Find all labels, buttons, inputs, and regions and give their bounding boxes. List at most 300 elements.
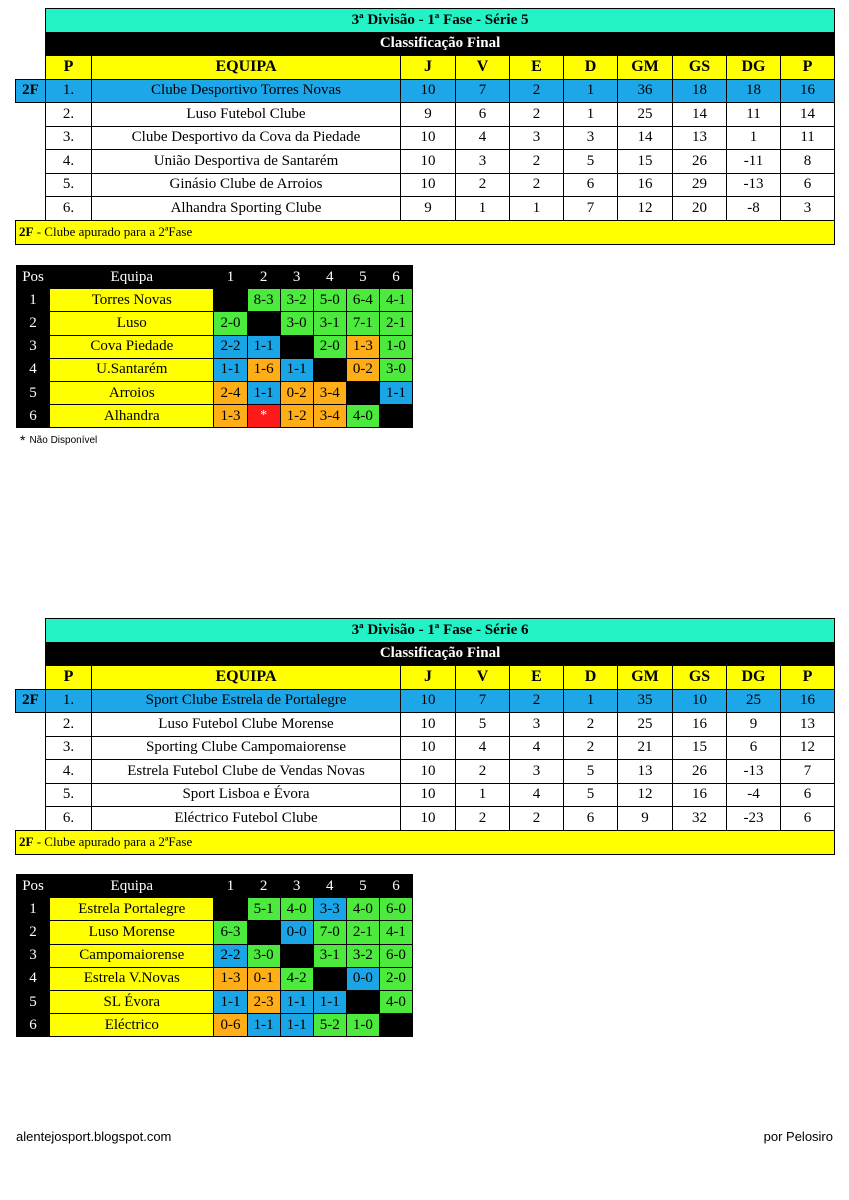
matrix-pos: 2: [17, 312, 50, 335]
table-row: [16, 79, 835, 103]
table-cell: 20: [673, 197, 727, 221]
matrix-row: [17, 381, 413, 404]
matrix-row: [17, 312, 413, 335]
match-result-cell: *: [247, 405, 280, 428]
match-result-cell: 2-2: [214, 335, 247, 358]
table-cell: 16: [618, 173, 673, 197]
column-header: E: [510, 56, 564, 80]
column-header: EQUIPA: [92, 666, 401, 690]
table-cell: 4.: [46, 150, 92, 174]
table-cell: 10: [401, 79, 456, 103]
matrix-team: Estrela Portalegre: [50, 898, 214, 921]
match-result-cell: 5-2: [313, 1014, 346, 1037]
match-result-cell: 1-1: [280, 990, 313, 1013]
subtitle-row: [16, 32, 835, 56]
footnote-text: - Clube apurado para a 2ªFase: [33, 834, 193, 849]
matrix-column-header: 6: [379, 266, 412, 289]
table-cell: 12: [618, 197, 673, 221]
table-cell: 25: [618, 713, 673, 737]
team-name-cell: União Desportiva de Santarém: [92, 150, 401, 174]
serie6-standings: [15, 618, 834, 855]
matrix-header-row: [17, 875, 413, 898]
table-cell: -8: [727, 197, 781, 221]
column-header: GS: [673, 666, 727, 690]
table-cell: 6: [781, 783, 835, 807]
matrix-row: [17, 1014, 413, 1037]
footnote-row: [16, 220, 835, 244]
table-cell: 3: [510, 760, 564, 784]
table-cell: 10: [401, 713, 456, 737]
match-result-cell: 2-0: [214, 312, 247, 335]
table-cell: 6: [564, 807, 618, 831]
table-cell: 10: [401, 689, 456, 713]
table-cell: 1.: [46, 689, 92, 713]
matrix-self-cell: [313, 967, 346, 990]
header-row: [16, 666, 835, 690]
column-header: DG: [727, 666, 781, 690]
matrix-pos: 5: [17, 381, 50, 404]
matrix-self-cell: [247, 921, 280, 944]
spacer: [16, 32, 46, 56]
column-header: J: [401, 56, 456, 80]
table-cell: 4: [456, 126, 510, 150]
matrix-team: SL Évora: [50, 990, 214, 1013]
table-cell: 25: [727, 689, 781, 713]
spacer: [16, 642, 46, 666]
table-cell: 5: [456, 713, 510, 737]
matrix-column-header: Pos: [17, 266, 50, 289]
table-cell: 14: [618, 126, 673, 150]
footnote-tag: 2F: [19, 834, 34, 849]
match-result-cell: 3-2: [346, 944, 379, 967]
table-cell: 6.: [46, 807, 92, 831]
match-result-cell: 4-0: [346, 898, 379, 921]
match-result-cell: 3-1: [313, 944, 346, 967]
footnote-tag: 2F: [19, 224, 34, 239]
table-cell: 6: [781, 173, 835, 197]
match-result-cell: 5-1: [247, 898, 280, 921]
table-row: [16, 197, 835, 221]
table-title: 3ª Divisão - 1ª Fase - Série 5: [46, 9, 835, 33]
table-cell: 15: [618, 150, 673, 174]
matrix-pos: 6: [17, 405, 50, 428]
table-cell: 29: [673, 173, 727, 197]
match-result-cell: 4-0: [346, 405, 379, 428]
table-cell: 1: [510, 197, 564, 221]
match-result-cell: 1-0: [379, 335, 412, 358]
spacer: [16, 736, 46, 760]
table-subtitle: Classificação Final: [46, 642, 835, 666]
column-header: D: [564, 56, 618, 80]
match-result-cell: 6-0: [379, 898, 412, 921]
table-cell: 6: [727, 736, 781, 760]
matrix-pos: 3: [17, 944, 50, 967]
table-row: [16, 713, 835, 737]
table-row: [16, 103, 835, 127]
matrix-team: Torres Novas: [50, 289, 214, 312]
matrix-self-cell: [280, 335, 313, 358]
match-result-cell: 1-1: [313, 990, 346, 1013]
table-cell: 18: [673, 79, 727, 103]
match-result-cell: 3-3: [313, 898, 346, 921]
match-result-cell: 4-0: [379, 990, 412, 1013]
table-cell: 3: [456, 150, 510, 174]
matrix-team: Estrela V.Novas: [50, 967, 214, 990]
team-name-cell: Luso Futebol Clube Morense: [92, 713, 401, 737]
title-row: [16, 619, 835, 643]
match-result-cell: 2-2: [214, 944, 247, 967]
column-header: P: [781, 56, 835, 80]
matrix-column-header: 4: [313, 875, 346, 898]
table-cell: 1.: [46, 79, 92, 103]
match-result-cell: 3-0: [379, 358, 412, 381]
matrix-row: [17, 944, 413, 967]
match-result-cell: 2-1: [346, 921, 379, 944]
table-cell: 26: [673, 150, 727, 174]
table-cell: 3: [564, 126, 618, 150]
team-name-cell: Sport Clube Estrela de Portalegre: [92, 689, 401, 713]
match-result-cell: 4-0: [280, 898, 313, 921]
table-cell: 18: [727, 79, 781, 103]
table-cell: 13: [781, 713, 835, 737]
table-cell: 8: [781, 150, 835, 174]
table-cell: 16: [781, 79, 835, 103]
table-cell: 6: [564, 173, 618, 197]
match-result-cell: 2-1: [379, 312, 412, 335]
table-cell: 13: [618, 760, 673, 784]
match-result-cell: 3-4: [313, 405, 346, 428]
table-cell: 21: [618, 736, 673, 760]
column-header: P: [46, 56, 92, 80]
match-result-cell: 1-1: [247, 335, 280, 358]
table-cell: 7: [781, 760, 835, 784]
matrix-self-cell: [379, 405, 412, 428]
table-cell: 3.: [46, 126, 92, 150]
table-cell: 10: [401, 807, 456, 831]
match-result-cell: 5-0: [313, 289, 346, 312]
table-cell: 5: [564, 150, 618, 174]
table-cell: 7: [564, 197, 618, 221]
qualifier-badge: 2F: [16, 689, 46, 713]
column-header: GS: [673, 56, 727, 80]
table-cell: 1: [564, 103, 618, 127]
match-result-cell: 2-0: [313, 335, 346, 358]
match-result-cell: 0-6: [214, 1014, 247, 1037]
matrix-column-header: 1: [214, 875, 247, 898]
matrix-team: Luso Morense: [50, 921, 214, 944]
results-matrix: [16, 874, 413, 1037]
matrix-self-cell: [247, 312, 280, 335]
spacer: [16, 619, 46, 643]
table-cell: 2: [510, 79, 564, 103]
team-name-cell: Clube Desportivo da Cova da Piedade: [92, 126, 401, 150]
matrix-pos: 5: [17, 990, 50, 1013]
matrix-row: [17, 898, 413, 921]
team-name-cell: Estrela Futebol Clube de Vendas Novas: [92, 760, 401, 784]
table-cell: 2: [456, 760, 510, 784]
matrix-pos: 6: [17, 1014, 50, 1037]
table-cell: 4: [456, 736, 510, 760]
matrix-column-header: Pos: [17, 875, 50, 898]
table-cell: 9: [618, 807, 673, 831]
matrix-self-cell: [280, 944, 313, 967]
table-cell: 7: [456, 689, 510, 713]
subtitle-row: [16, 642, 835, 666]
table-cell: 4.: [46, 760, 92, 784]
table-cell: 1: [456, 783, 510, 807]
matrix-self-cell: [214, 898, 247, 921]
match-result-cell: 4-1: [379, 921, 412, 944]
footnote-text: - Clube apurado para a 2ªFase: [33, 224, 193, 239]
matrix-team: Eléctrico: [50, 1014, 214, 1037]
table-cell: 14: [781, 103, 835, 127]
table-cell: 12: [618, 783, 673, 807]
matrix-pos: 1: [17, 289, 50, 312]
table-cell: 16: [673, 783, 727, 807]
table-row: [16, 173, 835, 197]
table-title: 3ª Divisão - 1ª Fase - Série 6: [46, 619, 835, 643]
table-cell: 10: [401, 783, 456, 807]
serie5-standings: [15, 8, 834, 245]
matrix-pos: 3: [17, 335, 50, 358]
table-cell: 11: [727, 103, 781, 127]
matrix-column-header: 2: [247, 875, 280, 898]
column-header: J: [401, 666, 456, 690]
table-cell: 32: [673, 807, 727, 831]
matrix-team: Campomaiorense: [50, 944, 214, 967]
match-result-cell: 7-1: [346, 312, 379, 335]
table-cell: -13: [727, 760, 781, 784]
match-result-cell: 7-0: [313, 921, 346, 944]
footnote-cell: [16, 220, 835, 244]
spacer: [16, 783, 46, 807]
matrix-column-header: 1: [214, 266, 247, 289]
matrix-column-header: 5: [346, 875, 379, 898]
table-cell: 2.: [46, 713, 92, 737]
match-result-cell: 0-2: [346, 358, 379, 381]
match-result-cell: 6-0: [379, 944, 412, 967]
match-result-cell: 1-1: [247, 381, 280, 404]
table-cell: 5.: [46, 783, 92, 807]
table-cell: 1: [727, 126, 781, 150]
table-cell: 10: [401, 173, 456, 197]
table-cell: 13: [673, 126, 727, 150]
table-cell: 11: [781, 126, 835, 150]
match-result-cell: 6-4: [346, 289, 379, 312]
header-row: [16, 56, 835, 80]
spacer: [16, 126, 46, 150]
table-cell: -11: [727, 150, 781, 174]
match-result-cell: 1-1: [280, 358, 313, 381]
match-result-cell: 2-0: [379, 967, 412, 990]
column-header: EQUIPA: [92, 56, 401, 80]
table-cell: 12: [781, 736, 835, 760]
matrix-row: [17, 289, 413, 312]
spacer: [16, 103, 46, 127]
footnote-row: [16, 830, 835, 854]
match-result-cell: 0-2: [280, 381, 313, 404]
table-cell: 5: [564, 783, 618, 807]
matrix-column-header: 3: [280, 875, 313, 898]
table-cell: 3: [781, 197, 835, 221]
table-row: [16, 736, 835, 760]
column-header: GM: [618, 666, 673, 690]
matrix-self-cell: [379, 1014, 412, 1037]
match-result-cell: 0-1: [247, 967, 280, 990]
footer-author: por Pelosiro: [763, 1129, 833, 1144]
matrix-pos: 2: [17, 921, 50, 944]
team-name-cell: Alhandra Sporting Clube: [92, 197, 401, 221]
table-cell: 1: [456, 197, 510, 221]
table-cell: 9: [727, 713, 781, 737]
matrix-row: [17, 358, 413, 381]
table-cell: 2: [456, 173, 510, 197]
matrix-pos: 4: [17, 967, 50, 990]
match-result-cell: 3-0: [247, 944, 280, 967]
footnote-cell: [16, 830, 835, 854]
table-cell: 6: [781, 807, 835, 831]
team-name-cell: Clube Desportivo Torres Novas: [92, 79, 401, 103]
team-name-cell: Luso Futebol Clube: [92, 103, 401, 127]
footer-site-url[interactable]: alentejosport.blogspot.com: [16, 1129, 172, 1144]
team-name-cell: Sporting Clube Campomaiorense: [92, 736, 401, 760]
matrix-pos: 1: [17, 898, 50, 921]
table-cell: 1: [564, 689, 618, 713]
table-cell: 10: [401, 126, 456, 150]
table-cell: 25: [618, 103, 673, 127]
spacer: [16, 150, 46, 174]
table-row: [16, 150, 835, 174]
matrix-self-cell: [346, 990, 379, 1013]
column-header: V: [456, 666, 510, 690]
matrix-column-header: 5: [346, 266, 379, 289]
matrix-column-header: Equipa: [50, 266, 214, 289]
table-cell: 5: [564, 760, 618, 784]
note-text: Não Disponível: [29, 435, 98, 446]
matrix-self-cell: [214, 289, 247, 312]
standings-table: [15, 8, 835, 245]
matrix-team: Arroios: [50, 381, 214, 404]
match-result-cell: 1-3: [214, 967, 247, 990]
match-result-cell: 1-2: [280, 405, 313, 428]
table-cell: 5.: [46, 173, 92, 197]
matrix-self-cell: [346, 381, 379, 404]
table-cell: 10: [401, 736, 456, 760]
matrix-pos: 4: [17, 358, 50, 381]
matrix-column-header: 4: [313, 266, 346, 289]
table-cell: 10: [401, 760, 456, 784]
matrix-header-row: [17, 266, 413, 289]
matrix-team: Cova Piedade: [50, 335, 214, 358]
standings-table: [15, 618, 835, 855]
matrix-team: Alhandra: [50, 405, 214, 428]
column-header: DG: [727, 56, 781, 80]
table-cell: 9: [401, 103, 456, 127]
matrix-team: Luso: [50, 312, 214, 335]
spacer: [16, 197, 46, 221]
column-header: GM: [618, 56, 673, 80]
table-cell: 15: [673, 736, 727, 760]
matrix-row: [17, 405, 413, 428]
table-cell: 9: [401, 197, 456, 221]
spacer: [16, 760, 46, 784]
table-cell: 3.: [46, 736, 92, 760]
table-cell: 3: [510, 713, 564, 737]
match-result-cell: 4-1: [379, 289, 412, 312]
spacer: [16, 173, 46, 197]
match-result-cell: 3-2: [280, 289, 313, 312]
match-result-cell: 1-1: [214, 990, 247, 1013]
match-result-cell: 1-6: [247, 358, 280, 381]
table-cell: 6.: [46, 197, 92, 221]
spacer: [16, 666, 46, 690]
footnote-unavailable: [20, 432, 97, 448]
match-result-cell: 1-1: [247, 1014, 280, 1037]
table-cell: 10: [401, 150, 456, 174]
table-cell: 2.: [46, 103, 92, 127]
table-row: [16, 783, 835, 807]
column-header: P: [781, 666, 835, 690]
match-result-cell: 2-3: [247, 990, 280, 1013]
match-result-cell: 1-0: [346, 1014, 379, 1037]
table-subtitle: Classificação Final: [46, 32, 835, 56]
spacer: [16, 807, 46, 831]
spacer: [16, 9, 46, 33]
matrix-row: [17, 990, 413, 1013]
table-cell: 35: [618, 689, 673, 713]
match-result-cell: 1-1: [214, 358, 247, 381]
table-cell: 3: [510, 126, 564, 150]
team-name-cell: Sport Lisboa e Évora: [92, 783, 401, 807]
matrix-row: [17, 921, 413, 944]
table-cell: 2: [510, 103, 564, 127]
match-result-cell: 3-4: [313, 381, 346, 404]
table-cell: 14: [673, 103, 727, 127]
table-cell: 16: [781, 689, 835, 713]
matrix-row: [17, 335, 413, 358]
table-row: [16, 689, 835, 713]
table-cell: 1: [564, 79, 618, 103]
match-result-cell: 1-1: [280, 1014, 313, 1037]
matrix-column-header: 3: [280, 266, 313, 289]
matrix-column-header: 2: [247, 266, 280, 289]
match-result-cell: 6-3: [214, 921, 247, 944]
column-header: D: [564, 666, 618, 690]
match-result-cell: 3-0: [280, 312, 313, 335]
matrix-column-header: 6: [379, 875, 412, 898]
match-result-cell: 2-4: [214, 381, 247, 404]
table-cell: 2: [510, 807, 564, 831]
match-result-cell: 0-0: [346, 967, 379, 990]
matrix-self-cell: [313, 358, 346, 381]
table-cell: 26: [673, 760, 727, 784]
match-result-cell: 8-3: [247, 289, 280, 312]
team-name-cell: Eléctrico Futebol Clube: [92, 807, 401, 831]
column-header: E: [510, 666, 564, 690]
table-cell: 36: [618, 79, 673, 103]
column-header: P: [46, 666, 92, 690]
title-row: [16, 9, 835, 33]
spacer: [16, 713, 46, 737]
team-name-cell: Ginásio Clube de Arroios: [92, 173, 401, 197]
table-cell: 2: [510, 150, 564, 174]
table-cell: -23: [727, 807, 781, 831]
table-row: [16, 760, 835, 784]
match-result-cell: 4-2: [280, 967, 313, 990]
table-cell: 7: [456, 79, 510, 103]
qualifier-badge: 2F: [16, 79, 46, 103]
table-cell: -13: [727, 173, 781, 197]
